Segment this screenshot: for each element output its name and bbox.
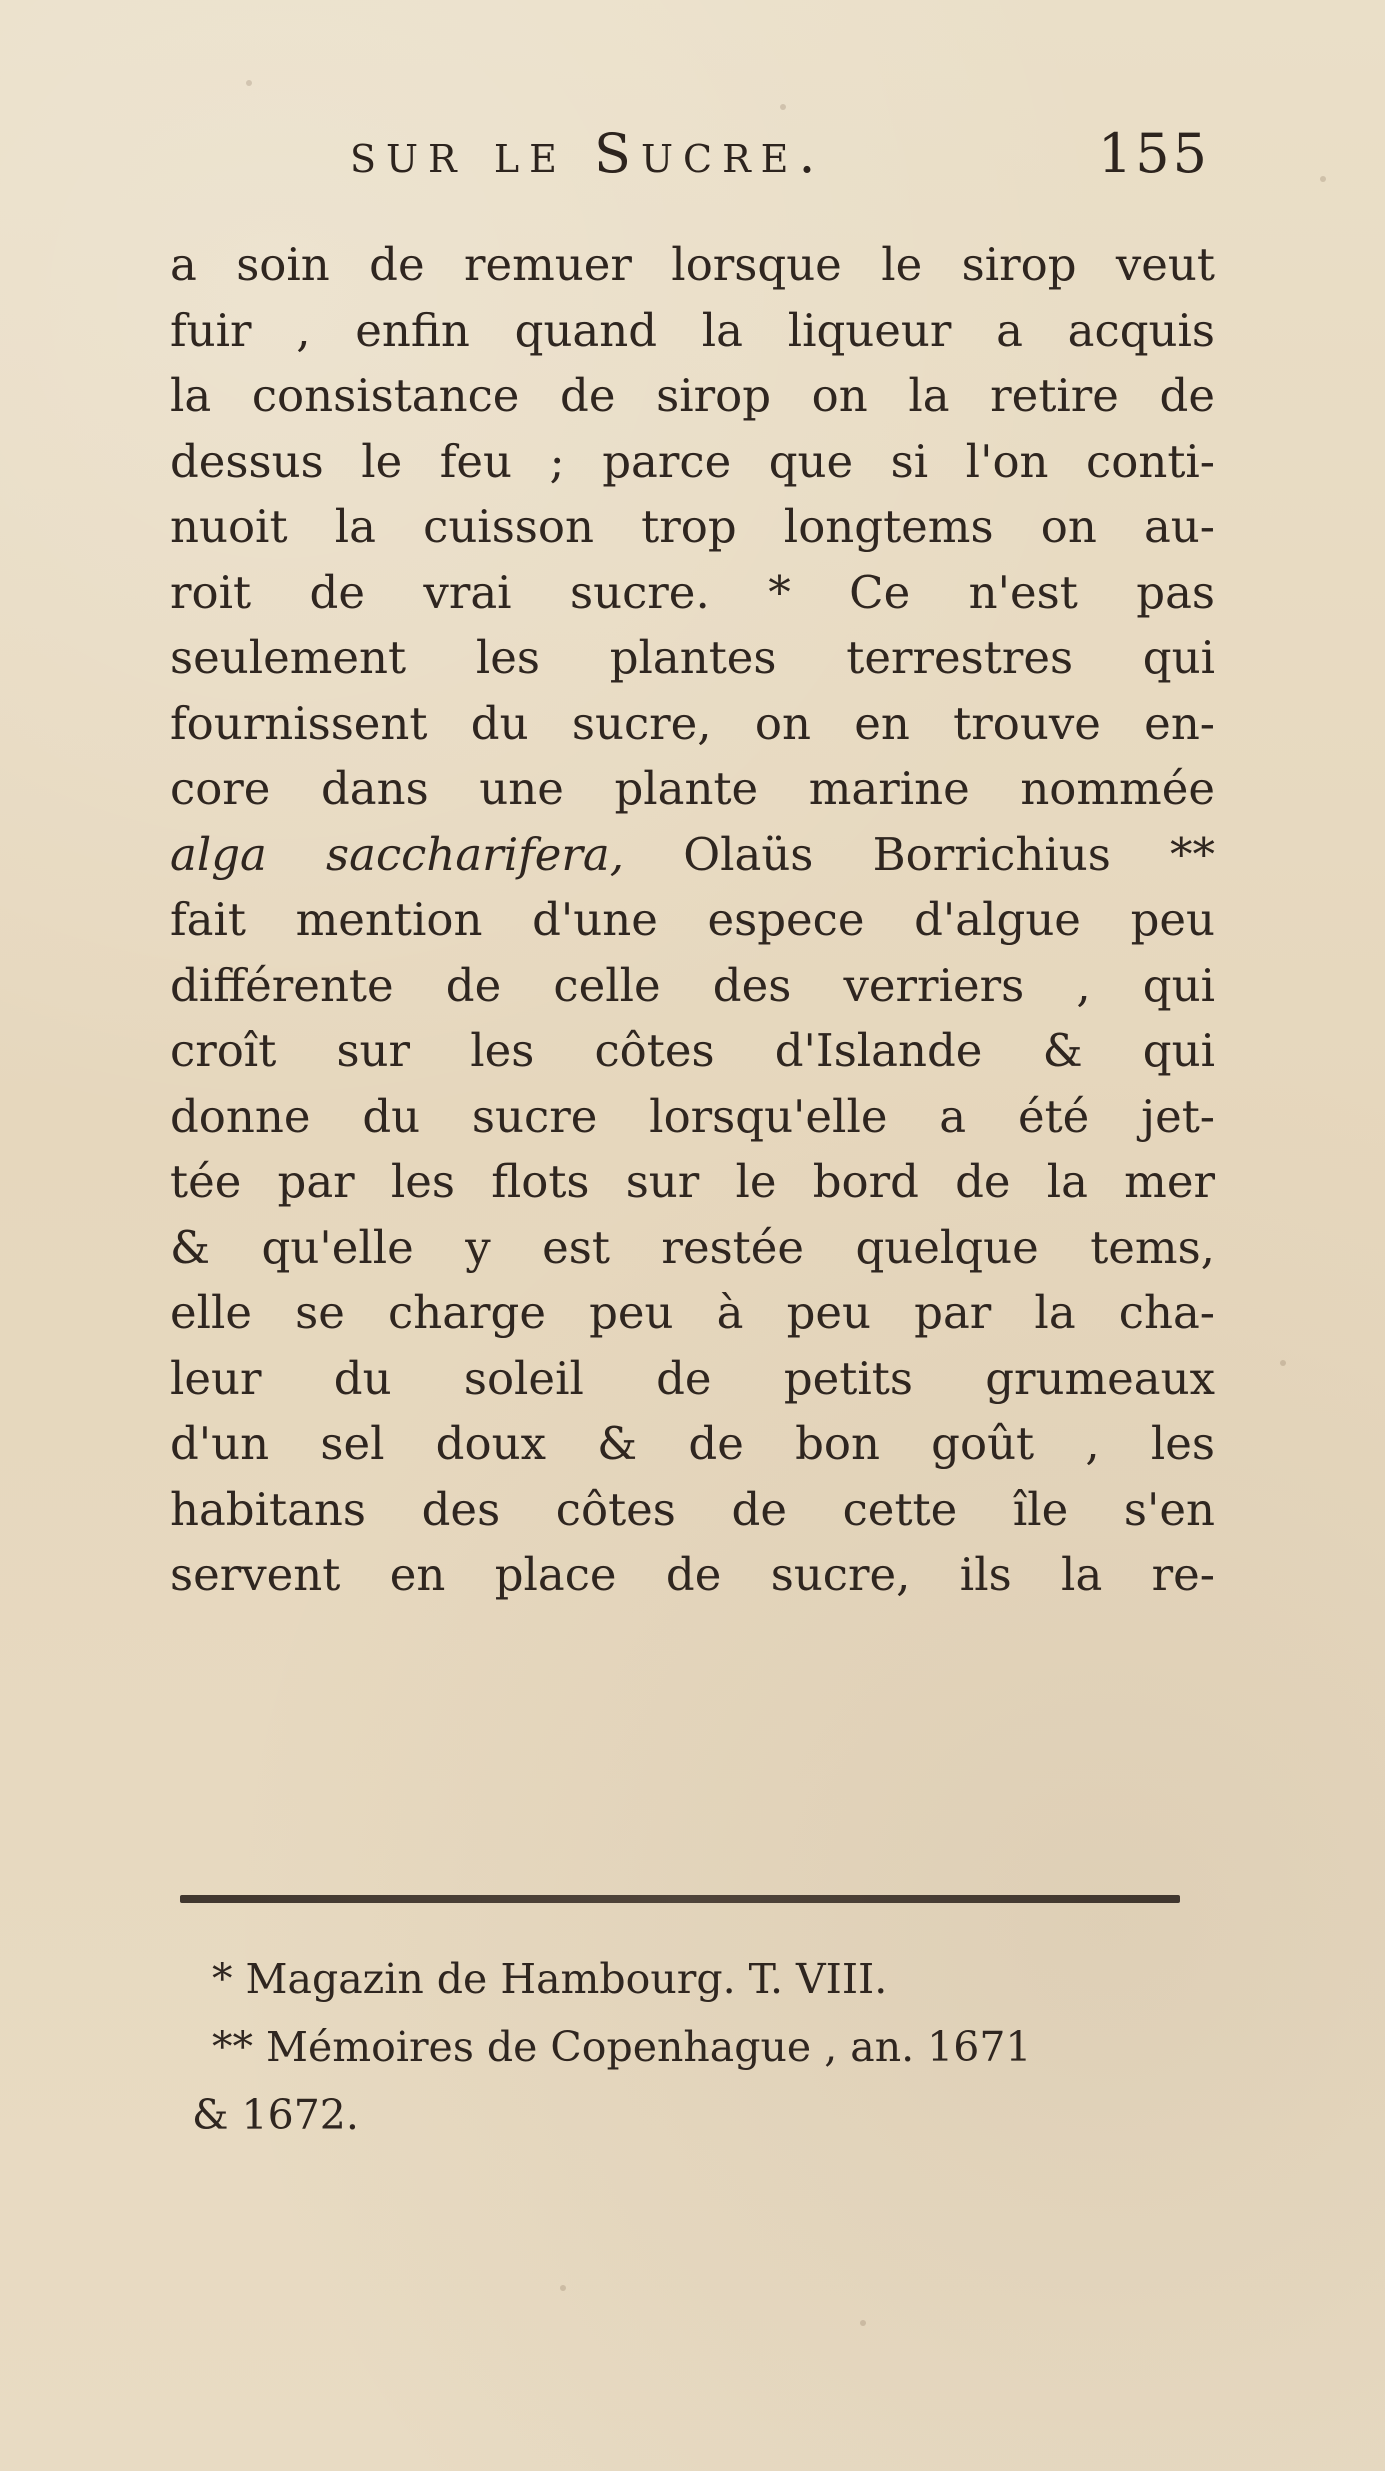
text-line: seulement les plantes terrestres qui <box>170 631 1215 684</box>
footnote-1: * Magazin de Hambourg. T. VIII. <box>212 1955 888 2003</box>
text-line: & qu'elle y est restée quelque tems, <box>170 1220 1215 1274</box>
footnote-rule <box>180 1895 1180 1903</box>
text-line: fournissent du sucre, on en trouve en- <box>170 696 1215 750</box>
text-line: habitans des côtes de cette île s'en <box>170 1482 1215 1536</box>
text-fragment: Olaüs Borrichius ** <box>683 827 1215 881</box>
paper-speck <box>1280 1360 1286 1366</box>
text-line: différente de celle des verriers , qui <box>170 958 1215 1012</box>
text-line: d'un sel doux & de bon goût , les <box>170 1417 1215 1470</box>
text-line-with-italic <box>170 822 1215 888</box>
text-line: leur du soleil de petits grumeaux <box>170 1351 1215 1405</box>
text-line: la consistance de sirop on la retire de <box>170 369 1215 422</box>
text-line: fuir , enfin quand la liqueur a acquis <box>170 303 1215 357</box>
text-line: servent en place de sucre, ils la re- <box>170 1548 1215 1601</box>
main-text <box>170 232 1215 1608</box>
text-line: fait mention d'une espece d'algue peu <box>170 893 1215 946</box>
text-line: roit de vrai sucre. * Ce n'est pas <box>170 565 1215 619</box>
running-header <box>350 122 1210 202</box>
paper-speck <box>780 104 786 110</box>
page-number: 155 <box>1097 122 1210 185</box>
paper-speck <box>560 2285 566 2291</box>
text-line: elle se charge peu à peu par la cha- <box>170 1286 1215 1339</box>
footnote-2-continuation: & 1672. <box>192 2091 359 2139</box>
footnote-2: ** Mémoires de Copenhague , an. 1671 <box>212 2023 1032 2071</box>
text-line: dessus le feu ; parce que si l'on conti- <box>170 434 1215 488</box>
footnotes <box>192 1945 1192 2149</box>
text-line: tée par les flots sur le bord de la mer <box>170 1155 1215 1208</box>
text-line: core dans une plante marine nommée <box>170 762 1215 815</box>
paper-speck <box>246 80 252 86</box>
text-line: a soin de remuer lorsque le sirop veut <box>170 238 1215 291</box>
text-line: croît sur les côtes d'Islande & qui <box>170 1024 1215 1077</box>
text-line: nuoit la cuisson trop longtems on au- <box>170 500 1215 553</box>
paper-speck <box>1320 176 1326 182</box>
text-line: donne du sucre lorsqu'elle a été jet- <box>170 1089 1215 1143</box>
paper-speck <box>860 2320 866 2326</box>
italic-term: alga saccharifera, <box>170 827 625 881</box>
running-title: sur le Sucre. <box>350 122 826 185</box>
